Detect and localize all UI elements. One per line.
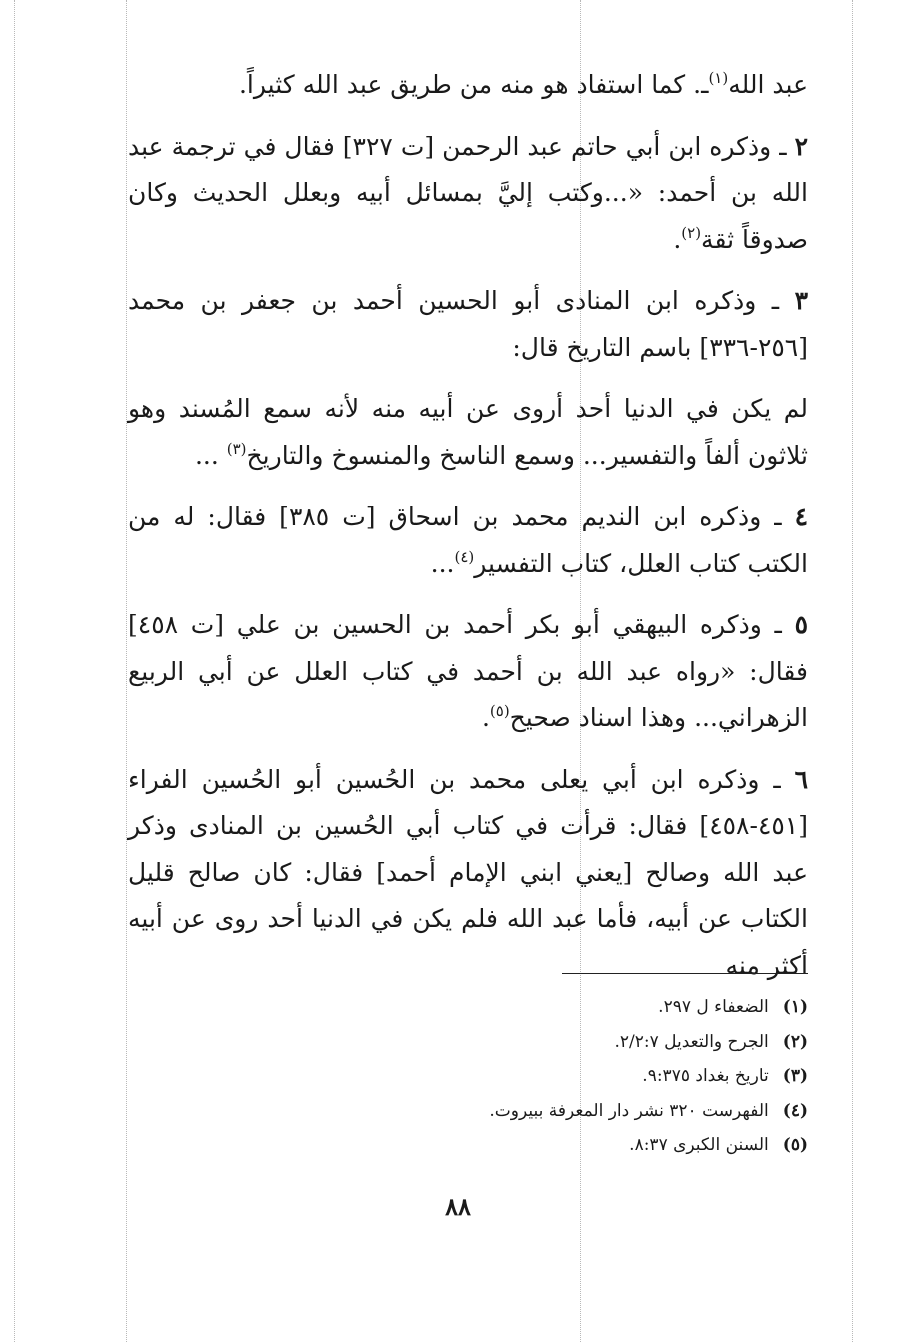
quotation: لم يكن في الدنيا أحد أروى عن أبيه منه لأنه سمع المُسند وهو ثلاثون ألفاً والتفسير... وسمع الناسخ والمنسوخ والتاريخ$^{(٣)}$ ... bbox=[128, 394, 808, 470]
item-number: ٤ bbox=[794, 502, 808, 531]
footnote-ref: (٤) bbox=[454, 547, 475, 566]
footnote-ref: (٢) bbox=[681, 223, 702, 242]
footnotes bbox=[489, 990, 808, 1163]
footnote-separator bbox=[562, 973, 808, 974]
paragraph-continuation: عبد الله$^{(١)}$ـ. كما استفاد هو منه من طريق عبد الله كثيراً. bbox=[238, 69, 808, 99]
footnote-ref: (٥) bbox=[489, 702, 510, 720]
footnote-ref: (٣) bbox=[226, 439, 247, 458]
footnote-ref: (١) bbox=[708, 69, 729, 87]
paragraph-2: ٢ ـ وذكره ابن أبي حاتم عبد الرحمن [ت ٣٢٧] فقال في ترجمة عبد الله بن أحمد: «...وكتب إليَّ بمسائل أبيه وبعلل الحديث وكان صدوقاً ثقة$^{(٢)}$. bbox=[128, 131, 808, 254]
paragraph-4: ٤ ـ وذكره ابن النديم محمد بن اسحاق [ت ٣٨٥] فقال: له من الكتب كتاب العلل، كتاب التفسير$^{(٤)}$... bbox=[128, 502, 808, 578]
item-number: ٣ bbox=[794, 286, 808, 315]
item-number: ٦ bbox=[794, 764, 808, 794]
page-number: ٨٨ bbox=[445, 1192, 471, 1221]
paragraph-6: ٦ ـ وذكره ابن أبي يعلى محمد بن الحُسين أبو الحُسين الفراء [٤٥١-٤٥٨] فقال: قرأت في كتاب أبي الحُسين بن المنادى وذكر عبد الله وصالح [يعني ابني الإمام أحمد] فقال: كان صالح قليل الكتاب عن أبيه، فأما عبد الله فلم يكن في الدنيا أحد روى عن أبيه أكثر منه bbox=[128, 764, 808, 980]
margin-guide bbox=[852, 0, 853, 1342]
item-number: ٢ bbox=[794, 131, 808, 161]
footnote: (١)الضعفاء ل ٢٩٧. bbox=[658, 997, 808, 1017]
margin-guide bbox=[14, 0, 15, 1342]
footnote: (٤)الفهرست ٣٢٠ نشر دار المعرفة ببيروت. bbox=[489, 1100, 808, 1121]
item-number: ٥ bbox=[794, 610, 808, 639]
footnote: (٥)السنن الكبرى ٨:٣٧. bbox=[629, 1135, 808, 1155]
margin-guide bbox=[126, 0, 127, 1342]
footnote: (٣)تاريخ بغداد ٩:٣٧٥. bbox=[642, 1066, 808, 1086]
paragraph-5: ٥ ـ وذكره البيهقي أبو بكر أحمد بن الحسين بن علي [ت ٤٥٨] فقال: «رواه عبد الله بن أحمد في كتاب العلل عن أبي الربيع الزهراني... وهذا اسناد صحيح$^{(٥)}$. bbox=[128, 610, 808, 732]
paragraph-3: ٣ ـ وذكره ابن المنادى أبو الحسين أحمد بن جعفر بن محمد [٢٥٦-٣٣٦] باسم التاريخ قال: bbox=[128, 286, 808, 362]
footnote: (٢)الجرح والتعديل ٢/٢:٧. bbox=[614, 1031, 808, 1052]
page-body bbox=[128, 62, 808, 1004]
